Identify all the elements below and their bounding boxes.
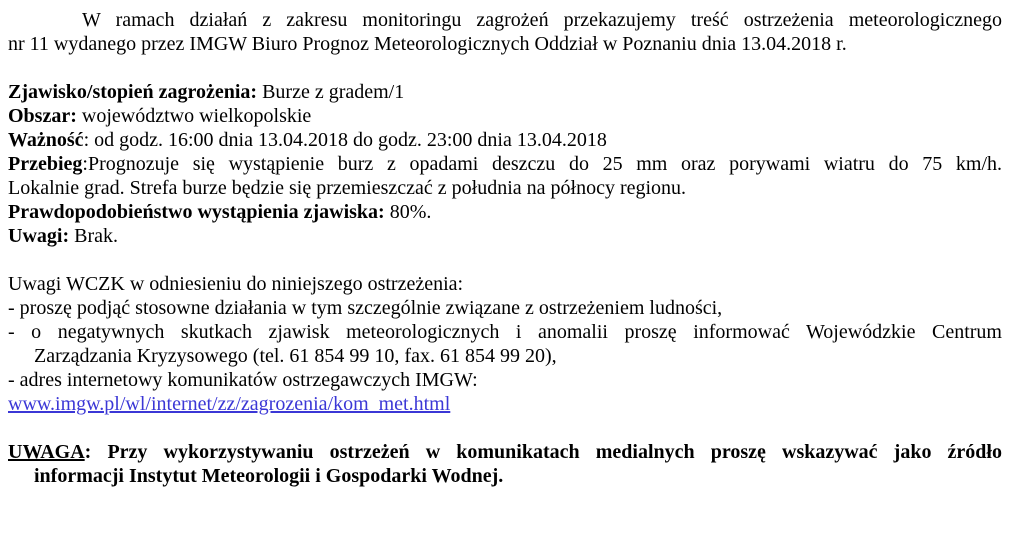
phenomenon-value: Burze z gradem/1 xyxy=(257,81,405,103)
warnings-link-row xyxy=(8,392,1002,416)
spacer xyxy=(8,248,1002,272)
wczk-item-2-cont xyxy=(8,344,1002,368)
notice-text-1: : Przy wykorzystywaniu ostrzeżeń w komunikatach medialnych proszę wskazywać jako źródło xyxy=(84,441,1002,463)
wczk-item-2-text: - o negatywnych skutkach zjawisk meteorologicznych i anomalii proszę informować Wojewódzkie Centrum xyxy=(8,321,1002,343)
wczk-item-2-text-cont: Zarządzania Kryzysowego (tel. 61 854 99 10, fax. 61 854 99 20), xyxy=(34,345,557,367)
notice-row-cont xyxy=(8,464,1002,488)
remarks-row xyxy=(8,224,1002,248)
remarks-value: Brak. xyxy=(69,225,118,247)
intro-line-1 xyxy=(8,8,1002,32)
validity-row xyxy=(8,128,1002,152)
wczk-item-1 xyxy=(8,296,1002,320)
spacer xyxy=(8,416,1002,440)
wczk-item-3-text: - adres internetowy komunikatów ostrzegawczych IMGW: xyxy=(8,369,478,391)
phenomenon-label: Zjawisko/stopień zagrożenia: xyxy=(8,81,258,103)
area-row xyxy=(8,104,1002,128)
warnings-link[interactable]: www.imgw.pl/wl/internet/zz/zagrozenia/kom_met.html xyxy=(8,393,451,415)
intro-text-2: nr 11 wydanego przez IMGW Biuro Prognoz Meteorologicznych Oddział w Poznaniu dnia 13.04.2018 r. xyxy=(8,33,847,55)
intro-line-2 xyxy=(8,32,1002,56)
intro-text-1: W ramach działań z zakresu monitoringu zagrożeń przekazujemy treść ostrzeżenia meteorologicznego xyxy=(82,9,1002,31)
area-label: Obszar: xyxy=(8,105,77,127)
course-row xyxy=(8,152,1002,176)
course-label: Przebieg xyxy=(8,153,83,175)
validity-label: Ważność xyxy=(8,129,84,151)
wczk-heading xyxy=(8,272,1002,296)
phenomenon-row xyxy=(8,80,1002,104)
wczk-item-1-text: - proszę podjąć stosowne działania w tym szczególnie związane z ostrzeżeniem ludności, xyxy=(8,297,723,319)
notice-label: UWAGA xyxy=(8,441,85,463)
wczk-item-3 xyxy=(8,368,1002,392)
area-value: województwo wielkopolskie xyxy=(76,105,312,127)
probability-row xyxy=(8,200,1002,224)
course-value-1: :Prognozuje się wystąpienie burz z opadami deszczu do 25 mm oraz porywami wiatru do 75 km/h. xyxy=(82,153,1002,175)
probability-value: 80%. xyxy=(384,201,432,223)
notice-text-2: informacji Instytut Meteorologii i Gospodarki Wodnej. xyxy=(34,465,504,487)
wczk-heading-text: Uwagi WCZK w odniesieniu do niniejszego ostrzeżenia: xyxy=(8,273,464,295)
warning-document xyxy=(8,0,1002,488)
wczk-item-2 xyxy=(8,320,1002,344)
notice-row xyxy=(8,440,1002,464)
validity-value: : od godz. 16:00 dnia 13.04.2018 do godz. 23:00 dnia 13.04.2018 xyxy=(83,129,607,151)
probability-label: Prawdopodobieństwo wystąpienia zjawiska: xyxy=(8,201,385,223)
course-row-cont xyxy=(8,176,1002,200)
remarks-label: Uwagi: xyxy=(8,225,70,247)
course-value-2: Lokalnie grad. Strefa burze będzie się przemieszczać z południa na północy regionu. xyxy=(8,177,687,199)
spacer xyxy=(8,56,1002,80)
